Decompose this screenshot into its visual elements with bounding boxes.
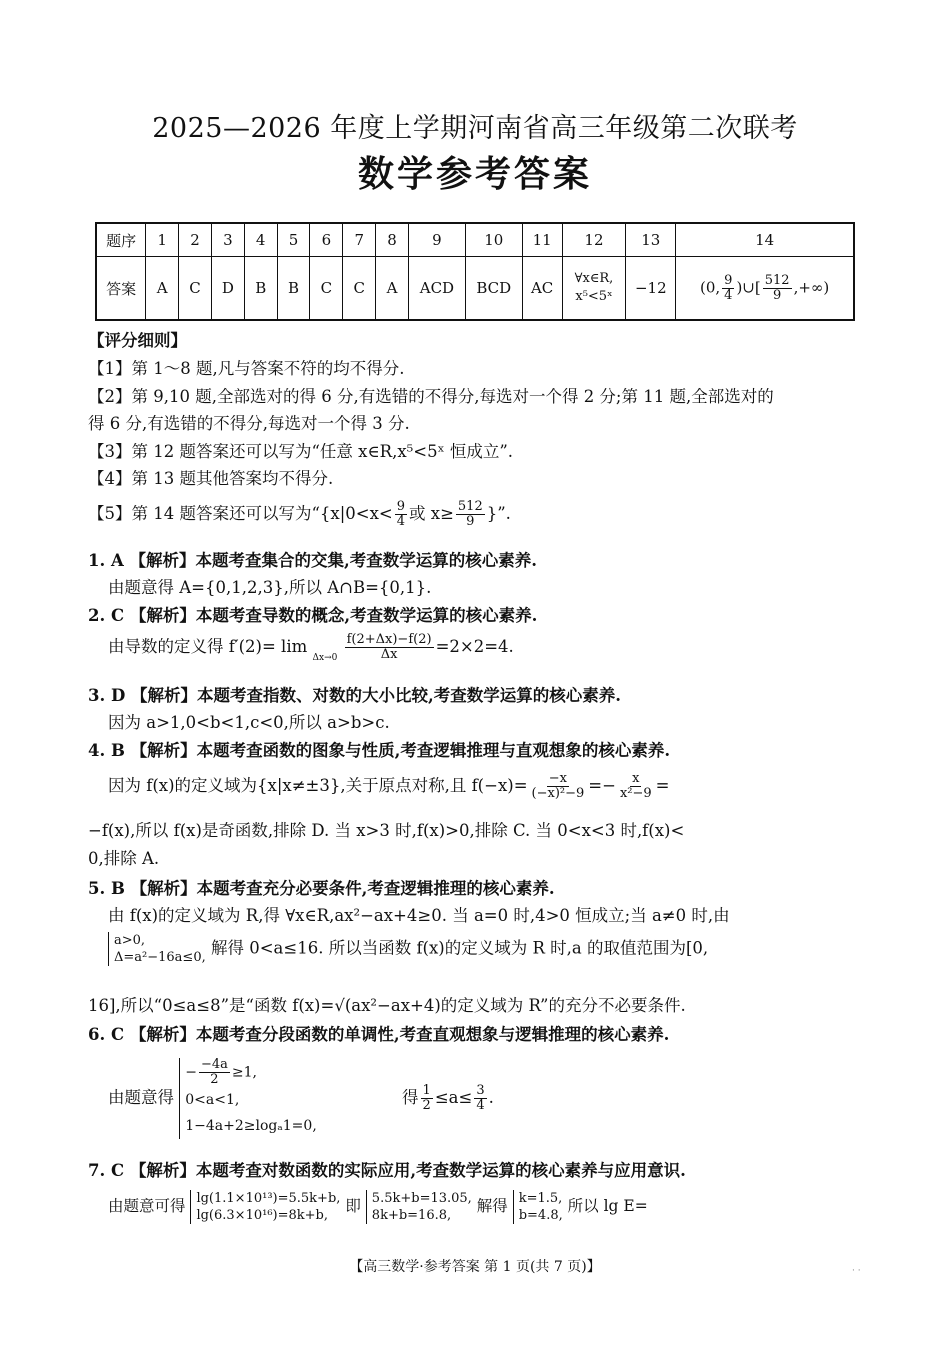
answer-title: 数学参考答案 [357, 153, 592, 195]
table-cell: C [310, 257, 343, 321]
table-row [96, 257, 854, 321]
brace-system [513, 1190, 563, 1224]
table-cell: 1 [146, 223, 179, 257]
table-cell: C [179, 257, 212, 321]
brace-body [513, 1190, 563, 1224]
solution-5-line3: 16],所以“0≤a≤8”是“函数 f(x)=√(ax²−ax+4)的定义域为 R”的充分不必要条件. [88, 996, 686, 1015]
table-cell: ACD [409, 257, 466, 321]
rubric-3: 【3】第 12 题答案还可以写为“任意 x∈R,x⁵<5ˣ 恒成立”. [88, 442, 514, 461]
denominator: Δx [380, 647, 398, 662]
answer-table [95, 222, 855, 321]
fraction [763, 274, 792, 303]
text-run: 即 [345, 1197, 361, 1215]
brace-body [179, 1058, 317, 1139]
table-cell: C [343, 257, 376, 321]
text-run: }”. [486, 504, 511, 523]
text-run: = [655, 776, 670, 795]
rubric-4: 【4】第 13 题其他答案均不得分. [88, 469, 334, 488]
corner-mark: · · [852, 1266, 861, 1276]
table-cell-12 [562, 257, 626, 321]
exam-title: 2025—2026 年度上学期河南省高三年级第二次联考 [152, 113, 798, 144]
limit-subscript: Δx→0 [312, 653, 338, 663]
table-cell: 14 [676, 223, 854, 257]
table-cell: 10 [465, 223, 522, 257]
solution-4-header: 4. B 【解析】本题考查函数的图象与性质,考查逻辑推理与直观想象的核心素养. [88, 741, 671, 760]
solution-2-header: 2. C 【解析】本题考查导数的概念,考查数学运算的核心素养. [88, 606, 538, 625]
brace-row: lg(6.3×10¹⁶)=8k+b, [196, 1208, 328, 1223]
solution-5-header: 5. B 【解析】本题考查充分必要条件,考查逻辑推理的核心素养. [88, 879, 555, 898]
rubric-heading: 【评分细则】 [88, 331, 187, 350]
text-run: 解得 [476, 1197, 508, 1215]
solution-2-body [108, 633, 514, 669]
solution-6-header: 6. C 【解析】本题考查分段函数的单调性,考查直观想象与逻辑推理的核心素养. [88, 1025, 670, 1044]
text-run: 得 [402, 1088, 419, 1107]
table-cell: B [277, 257, 310, 321]
rubric-2b: 得 6 分,有选错的不得分,每选对一个得 3 分. [88, 414, 410, 433]
fraction [395, 500, 407, 529]
table-cell: A [376, 257, 409, 321]
rubric-5 [88, 500, 511, 529]
brace-system [108, 932, 206, 966]
text-run: 因为 f(x)的定义域为{x|x≠±3},关于原点对称,且 f(−x)= [108, 776, 528, 795]
table-cell: 7 [343, 223, 376, 257]
numerator: x [632, 771, 640, 786]
rubric-2a: 【2】第 9,10 题,全部选对的得 6 分,有选错的不得分,每选对一个得 2 分;第 11 题,全部选对的 [88, 387, 774, 406]
numerator: 9 [396, 499, 406, 514]
text-run: 【5】第 14 题答案还可以写为“{x|0<x< [88, 504, 393, 523]
brace-row: a>0, [114, 933, 146, 948]
text-run: 所以 lg E= [567, 1197, 648, 1215]
table-cell: 11 [522, 223, 562, 257]
numerator: −x [548, 771, 568, 786]
solution-3-header: 3. D 【解析】本题考查指数、对数的大小比较,考查数学运算的核心素养. [88, 686, 622, 705]
denominator: 4 [396, 514, 406, 529]
table-cell-13: −12 [626, 257, 676, 321]
brace-row: 1−4a+2≥logₐ1=0, [185, 1118, 317, 1134]
table-cell: B [244, 257, 277, 321]
fraction [618, 772, 654, 801]
solution-4-line2: −f(x),所以 f(x)是奇函数,排除 D. 当 x>3 时,f(x)>0,排除 C. 当 0<x<3 时,f(x)< [88, 821, 685, 840]
text-run: 由导数的定义得 f′(2)= lim [108, 637, 308, 656]
numerator: −4a [200, 1057, 228, 1072]
solution-5-line2 [108, 932, 708, 966]
answer-14-part: )∪[ [736, 278, 761, 296]
brace-system [179, 1058, 317, 1139]
brace-body [366, 1190, 472, 1224]
brace-row: b=4.8, [518, 1208, 563, 1223]
brace-body [108, 932, 206, 966]
fraction [474, 1084, 486, 1113]
numerator: 3 [476, 1083, 485, 1098]
brace-row: 5.5k+b=13.05, [371, 1191, 472, 1206]
numerator: 1 [422, 1083, 431, 1098]
text-run: =− [588, 776, 616, 795]
brace-row: 0<a<1, [185, 1092, 240, 1108]
brace-body [190, 1190, 340, 1224]
page-footer: 【高三数学·参考答案 第 1 页(共 7 页)】 [349, 1259, 601, 1275]
text-run: 解得 0<a≤16. 所以当函数 f(x)的定义域为 R 时,a 的取值范围为[0, [210, 938, 709, 958]
numerator: 512 [764, 272, 790, 288]
denominator: 4 [476, 1098, 485, 1113]
text-run: − [185, 1064, 197, 1081]
numerator: 9 [724, 272, 733, 288]
text-run: . [488, 1088, 494, 1107]
brace-system [366, 1190, 472, 1224]
denominator: 2 [422, 1098, 431, 1113]
answer-14-part: ,+∞) [793, 278, 830, 296]
denominator: 4 [724, 287, 733, 303]
table-cell: A [146, 257, 179, 321]
table-row [96, 223, 854, 257]
row-label: 题序 [96, 223, 146, 257]
denominator: (−x)²−9 [531, 786, 585, 801]
table-cell: 5 [277, 223, 310, 257]
numerator: f(2+Δx)−f(2) [346, 632, 432, 647]
fraction [345, 633, 434, 662]
solution-4-line1 [108, 772, 669, 801]
denominator: x²−9 [619, 786, 652, 801]
denominator: 2 [210, 1072, 219, 1087]
solution-4-line3: 0,排除 A. [88, 849, 160, 868]
fraction [199, 1058, 230, 1087]
brace-row: k=1.5, [518, 1191, 563, 1206]
text-run: 由题意得 [108, 1088, 174, 1107]
solution-1-body: 由题意得 A={0,1,2,3},所以 A∩B={0,1}. [108, 578, 432, 597]
solution-7-body [108, 1190, 648, 1224]
table-cell: 9 [409, 223, 466, 257]
table-cell: 13 [626, 223, 676, 257]
table-cell: D [211, 257, 244, 321]
denominator: 9 [773, 287, 782, 303]
brace-row: 8k+b=16.8, [371, 1208, 452, 1223]
text-run: ≥1, [231, 1064, 257, 1081]
answer-12-line2: x⁵<5ˣ [575, 289, 613, 304]
fraction [530, 772, 587, 801]
row-label: 答案 [96, 257, 146, 321]
rubric-1: 【1】第 1～8 题,凡与答案不符的均不得分. [88, 359, 405, 378]
table-cell: 3 [211, 223, 244, 257]
text-run: 由题意可得 [108, 1197, 186, 1215]
table-cell: 4 [244, 223, 277, 257]
solution-3-body: 因为 a>1,0<b<1,c<0,所以 a>b>c. [108, 713, 390, 732]
brace-row [185, 1058, 317, 1087]
denominator: 9 [466, 514, 475, 529]
brace-row: Δ=a²−16a≤0, [114, 950, 206, 965]
solution-6-body [108, 1058, 494, 1139]
table-cell: 12 [562, 223, 626, 257]
answer-14-part: (0, [700, 278, 721, 296]
brace-row: lg(1.1×10¹³)=5.5k+b, [196, 1191, 341, 1206]
fraction [421, 1084, 433, 1113]
solution-7-header: 7. C 【解析】本题考查对数函数的实际应用,考查数学运算的核心素养与应用意识. [88, 1161, 686, 1180]
fraction [722, 274, 734, 303]
table-cell-14 [676, 257, 854, 321]
text-run: 或 x≥ [409, 504, 454, 523]
table-cell: 6 [310, 223, 343, 257]
solution-1-header: 1. A 【解析】本题考查集合的交集,考查数学运算的核心素养. [88, 551, 538, 570]
text-run: ≤a≤ [434, 1088, 473, 1107]
table-cell: AC [522, 257, 562, 321]
fraction [456, 500, 485, 529]
brace-system [190, 1190, 340, 1224]
numerator: 512 [457, 499, 483, 514]
table-cell: 8 [376, 223, 409, 257]
table-cell: BCD [465, 257, 522, 321]
table-cell: 2 [179, 223, 212, 257]
text-run: =2×2=4. [435, 637, 514, 656]
answer-12-line1: ∀x∈R, [574, 271, 614, 286]
solution-5-line1: 由 f(x)的定义域为 R,得 ∀x∈R,ax²−ax+4≥0. 当 a=0 时,4>0 恒成立;当 a≠0 时,由 [108, 906, 730, 925]
